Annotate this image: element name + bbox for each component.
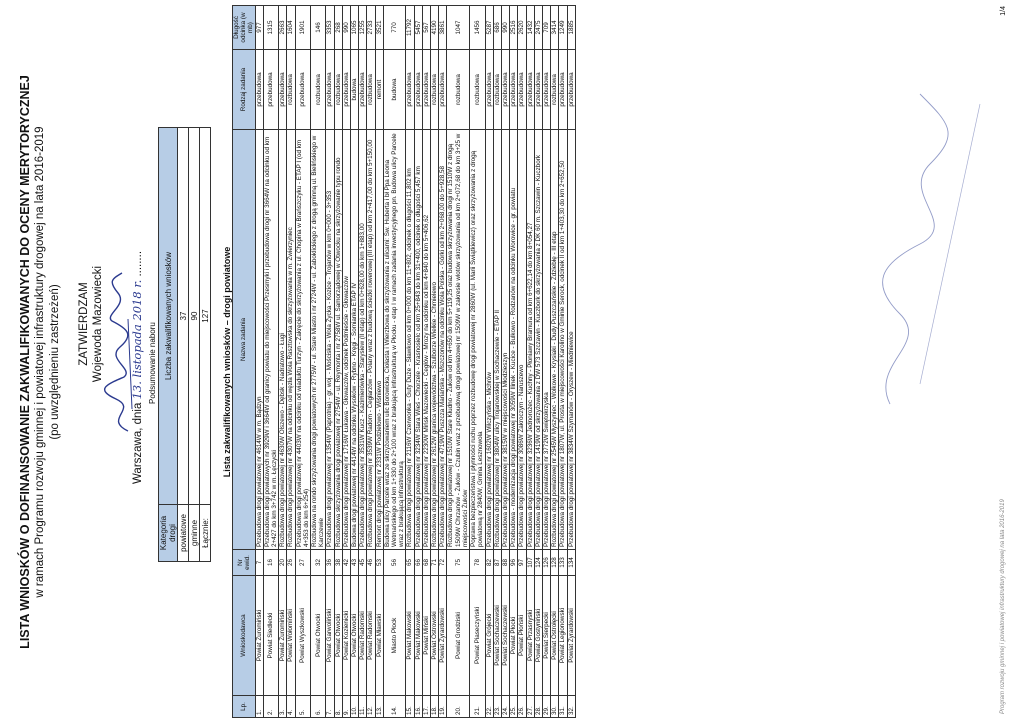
cell-lp: 3. bbox=[279, 696, 287, 718]
cell-length: 990 bbox=[501, 6, 509, 50]
cell-applicant: Powiat Płoński bbox=[518, 576, 526, 696]
cell-task-name: Rozbudowa drogi powiatowej nr 1510W Stare Kłudno - Żuków od km 4+650 do km 5+119,25 oraz budowa skrzyżowania drogi nr 1510W z drogą 1509W Chrzanów - Żuków - Czubin wraz z przebudową drogi powiatowej nr 1509W w zakresie wlotów skrzyżowania od km 2+072,68 do km 3+25 w miejscowości Żuków bbox=[447, 130, 470, 550]
summary-header-count: Liczba zakwalifikowanych wniosków bbox=[159, 128, 178, 505]
cell-reg-no: 97 bbox=[518, 550, 526, 576]
cell-lp: 5. bbox=[295, 696, 310, 718]
cell-task-name: Przebudowa drogi powiatowej nr 1807W, ul. Prosta w miejscowości Karolino w Gminie Serock, odcinek II od km 1+403,30 do km 2+652,50 bbox=[559, 130, 567, 550]
cell-lp: 25. bbox=[510, 696, 518, 718]
cell-length: 3353 bbox=[326, 6, 334, 50]
cell-task-type: remont bbox=[375, 50, 383, 130]
cell-reg-no: 96 bbox=[510, 550, 518, 576]
cell-task-type: przebudowa bbox=[542, 50, 550, 130]
table-row bbox=[375, 6, 383, 718]
cell-lp: 21. bbox=[470, 696, 485, 718]
cell-applicant: Powiat Siedlecki bbox=[263, 576, 278, 696]
cell-task-type: rozbudowa bbox=[287, 50, 295, 130]
cell-length: 1047 bbox=[447, 6, 470, 50]
summary-count: 127 bbox=[200, 128, 211, 505]
cell-task-name: Przebudowa drogi powiatowej nr 1716W Łukawa - Głowaczów, odcinek Podmieście - Głowaczów bbox=[342, 130, 350, 550]
cell-reg-no: 107 bbox=[526, 550, 534, 576]
cell-task-type: przebudowa bbox=[263, 50, 278, 130]
cell-task-type: przebudowa bbox=[518, 50, 526, 130]
cell-task-type: rozbudowa bbox=[447, 50, 470, 130]
cell-length: 770 bbox=[383, 6, 406, 50]
table-row bbox=[567, 6, 575, 718]
cell-lp: 17. bbox=[422, 696, 430, 718]
handwritten-scribble bbox=[860, 54, 1010, 664]
table-row bbox=[359, 6, 367, 718]
cell-task-type: przebudowa bbox=[359, 50, 367, 130]
cell-reg-no: 68 bbox=[422, 550, 430, 576]
approval-label: ZATWIERDZAM bbox=[78, 282, 90, 366]
table-row bbox=[263, 6, 278, 718]
cell-length: 1885 bbox=[567, 6, 575, 50]
cell-applicant: Powiat Żyrardowski bbox=[567, 576, 575, 696]
cell-task-name: Budowa ulicy Parcele wraz ze skrzyżowaniem ulic Borowicka, Ciołasta i Wierzbowa do skrzyżowania z ulicami: Św. Huberta i bł Ppa Leona Wetmańskiego od km 1+330 do 2+100 wraz z brakującą infrastrukturą w Płocku - etap I w ramach zadania inwestycyjnego pn. Budowa ulicy Parcele wraz z brakującą infrastrukturą bbox=[383, 130, 406, 550]
cell-task-name: Rozbudowa drogi powiatowej nr 2612W granica województwa - Szulborze Wielkie - Chmielewo bbox=[431, 130, 439, 550]
cell-length: 5287 bbox=[485, 6, 493, 50]
cell-task-name: Przebudowa drogi powiatowej nr 3772W Świętokrzyska bbox=[542, 130, 550, 550]
cell-reg-no: 36 bbox=[326, 550, 334, 576]
cell-task-type: budowa bbox=[383, 50, 406, 130]
document-title: LISTA WNIOSKÓW O DOFINANSOWANIE ZAKWALIFIKOWANYCH DO OCENY MERYTORYCZNEJ bbox=[18, 75, 32, 649]
cell-reg-no: 42 bbox=[342, 550, 350, 576]
cell-applicant: Powiat Płocki bbox=[510, 576, 518, 696]
cell-applicant: Powiat Otwocki bbox=[334, 576, 342, 696]
cell-applicant: Powiat Garwoliński bbox=[326, 576, 334, 696]
header-task-name: Nazwa zadania bbox=[233, 130, 256, 550]
cell-reg-no: 16 bbox=[263, 550, 278, 576]
cell-lp: 31. bbox=[559, 696, 567, 718]
cell-length: 1249 bbox=[559, 6, 567, 50]
cell-length: 977 bbox=[255, 6, 263, 50]
table-row bbox=[342, 6, 350, 718]
cell-task-type: przebudowa bbox=[279, 50, 287, 130]
cell-applicant: Powiat Radomski bbox=[359, 576, 367, 696]
cell-length: 268 bbox=[334, 6, 342, 50]
summary-row bbox=[189, 128, 200, 562]
cell-reg-no: 53 bbox=[375, 550, 383, 576]
cell-lp: 18. bbox=[431, 696, 439, 718]
summary-row bbox=[200, 128, 211, 562]
cell-task-name: Przebudowa drogi powiatowej nr 3531W Kucz - Kazimierówka - Starysiew (II etap) od km 0+628,00 do km 1+883,00 bbox=[359, 130, 367, 550]
cell-applicant: Powiat Makowski bbox=[406, 576, 414, 696]
summary-row bbox=[178, 128, 189, 562]
cell-applicant: Powiat Gostyniński bbox=[534, 576, 542, 696]
cell-applicant: Powiat Piaseczyński bbox=[470, 576, 485, 696]
cell-lp: 19. bbox=[439, 696, 447, 718]
cell-length: 709 bbox=[542, 6, 550, 50]
table-row bbox=[431, 6, 439, 718]
cell-reg-no: 124 bbox=[534, 550, 542, 576]
cell-task-name: Rozbudowa na rondo skrzyżowania drogi powiatowych nr 2775W - ul. Stare Miasto i nr 2724W - ul. Żaboklickiego z drogą gminną ul. Bielińskiego w Karczewie bbox=[311, 130, 326, 550]
cell-task-name: Rozbudowa drogi powiatowej nr 2116W Czerwonka - Guty Duże - Sławkowo od km 0+000 do km 11+802, odcinek o długości 11,802 km bbox=[406, 130, 414, 550]
table-row bbox=[542, 6, 550, 718]
header-applicant: Wnioskodawca bbox=[233, 576, 256, 696]
cell-task-type: przebudowa bbox=[326, 50, 334, 130]
cell-reg-no: 43 bbox=[351, 550, 359, 576]
table-row bbox=[287, 6, 295, 718]
cell-applicant: Powiat Kozienicki bbox=[342, 576, 350, 696]
cell-reg-no: 66 bbox=[414, 550, 422, 576]
table-row bbox=[311, 6, 326, 718]
table-row bbox=[334, 6, 342, 718]
cell-task-type: przebudowa bbox=[510, 50, 518, 130]
cell-reg-no: 7 bbox=[255, 550, 263, 576]
cell-task-type: przebudowa bbox=[439, 50, 447, 130]
cell-length: 686 bbox=[493, 6, 501, 50]
cell-task-name: Przebudowa drogi powiatowej nr 1354W (Paprotnia) - gr. woj. - Mościska - Wola Życka - Kozice - Trojanów w km 0+000 - 3+353 bbox=[326, 130, 334, 550]
cell-lp: 27. bbox=[526, 696, 534, 718]
cell-task-name: Przebudowa drogi powiatowej nr 1419W od skrzyżowania z DW 573 Szczawin - Kuczbork do skrzyżowania z DK 60 m. Szczawin - Kuczbork bbox=[534, 130, 542, 550]
cell-task-type: przebudowa bbox=[406, 50, 414, 130]
table-row bbox=[367, 6, 375, 718]
cell-reg-no: 46 bbox=[367, 550, 375, 576]
cell-task-type: rozbudowa bbox=[367, 50, 375, 130]
cell-task-type: przebudowa bbox=[295, 50, 310, 130]
table-row bbox=[518, 6, 526, 718]
cell-lp: 15. bbox=[406, 696, 414, 718]
cell-task-name: Rozbudowa drogi powiatowej nr 3804W ulicy Trojanowskiej w Sochaczewie - ETAP II bbox=[493, 130, 501, 550]
summary-table bbox=[158, 127, 211, 562]
cell-length: 1432 bbox=[526, 6, 534, 50]
header-reg-no: Nr ewid. bbox=[233, 550, 256, 576]
cell-task-type: rozbudowa bbox=[551, 50, 559, 130]
table-row bbox=[510, 6, 518, 718]
cell-lp: 14. bbox=[383, 696, 406, 718]
cell-length: 1456 bbox=[470, 6, 485, 50]
cell-task-type: rozbudowa bbox=[431, 50, 439, 130]
document-subtitle: w ramach Programu rozwoju gminnej i powiatowej infrastruktury drogowej na lata 2016-2019 bbox=[34, 126, 46, 598]
cell-lp: 29. bbox=[542, 696, 550, 718]
page-number: 1/4 bbox=[1000, 6, 1007, 16]
cell-task-name: Przebudowa drogi powiatowej nr 2230W Mińsk Mazowiecki - Cegłów - Mrozy na odcinku od km 4+840 do km 5+406,62 bbox=[422, 130, 430, 550]
cell-lp: 10. bbox=[351, 696, 359, 718]
table-row bbox=[326, 6, 334, 718]
cell-reg-no: 72 bbox=[439, 550, 447, 576]
header-task-type: Rodzaj zadania bbox=[233, 50, 256, 130]
cell-applicant: Powiat Otwocki bbox=[311, 576, 326, 696]
approval-role: Wojewoda Mazowiecki bbox=[92, 265, 104, 383]
cell-length: 1065 bbox=[351, 6, 359, 50]
cell-lp: 1. bbox=[255, 696, 263, 718]
summary-category: Łącznie: bbox=[200, 505, 211, 562]
cell-task-name: Przebudowa drogi powiatowej nr 4614W w m. Bądzyn bbox=[255, 130, 263, 550]
cell-length: 3414 bbox=[551, 6, 559, 50]
cell-task-name: Przebudowa drogi powiatowej nr 3234W Stara Wieś - Chorzele - Krasnosielc od km 25+843 do km 31+400, odcinek o długości 5,457 km bbox=[414, 130, 422, 550]
cell-applicant: Powiat Żuromiński bbox=[255, 576, 263, 696]
header-length: Długość odcinka (w mb) bbox=[233, 6, 256, 50]
cell-task-name: Rozbudowa skrzyżowania drogi powiatowej nr 2754W - ul. Reymonta i nr 2758W ul. Samorządowej w Otwocku na skrzyżowanie typu rondo bbox=[334, 130, 342, 550]
cell-reg-no: 26 bbox=[287, 550, 295, 576]
cell-lp: 28. bbox=[534, 696, 542, 718]
table-row bbox=[295, 6, 310, 718]
cell-task-name: Przebudowa drogi powiatowej nr 4403W na odcinku od wiaduktu Turzyn - Zakręcie do skrzyżowania z ul. Chopina w Brańszczyku - ETAP I (od km 4+353 do km 6+254) bbox=[295, 130, 310, 550]
cell-length: 1255 bbox=[359, 6, 367, 50]
cell-lp: 11. bbox=[359, 696, 367, 718]
date-handwritten: 13. listopada 2018 r. bbox=[130, 279, 144, 400]
cell-length: 3521 bbox=[375, 6, 383, 50]
cell-task-type: przebudowa bbox=[422, 50, 430, 130]
cell-reg-no: 82 bbox=[485, 550, 493, 576]
cell-applicant: Powiat Grodziski bbox=[447, 576, 470, 696]
cell-applicant: Powiat Makowski bbox=[414, 576, 422, 696]
cell-length: 2475 bbox=[534, 6, 542, 50]
cell-applicant: Powiat Radomski bbox=[367, 576, 375, 696]
cell-task-type: przebudowa bbox=[559, 50, 567, 130]
cell-task-name: Przebudowa drogi powiatowej nr 3086W Zakroczym - Naruszewo bbox=[518, 130, 526, 550]
cell-applicant: Powiat Żuromiński bbox=[279, 576, 287, 696]
summary-count: 90 bbox=[189, 128, 200, 505]
table-row bbox=[279, 6, 287, 718]
cell-lp: 2. bbox=[263, 696, 278, 718]
table-row bbox=[255, 6, 263, 718]
cell-lp: 8. bbox=[334, 696, 342, 718]
header-lp: Lp. bbox=[233, 696, 256, 718]
cell-task-name: Poprawa bezpieczeństwa i płynności ruchu poprzez rozbudowę drogi powiatowej nr 2860W (ul. Marii Świątkiewicz) oraz skrzyżowania z drogą powiatową nr 2840W, Gmina Lesznowola bbox=[470, 130, 485, 550]
applications-table bbox=[232, 5, 576, 718]
cell-reg-no: 56 bbox=[383, 550, 406, 576]
cell-length: 11792 bbox=[406, 6, 414, 50]
date-prefix: Warszawa, dnia bbox=[132, 402, 144, 484]
cell-task-type: przebudowa bbox=[414, 50, 422, 130]
cell-lp: 22. bbox=[485, 696, 493, 718]
cell-lp: 6. bbox=[311, 696, 326, 718]
cell-lp: 16. bbox=[414, 696, 422, 718]
cell-length: 4190 bbox=[431, 6, 439, 50]
cell-task-type: przebudowa bbox=[567, 50, 575, 130]
cell-applicant: Powiat Miński bbox=[422, 576, 430, 696]
cell-lp: 12. bbox=[367, 696, 375, 718]
cell-length: 567 bbox=[422, 6, 430, 50]
cell-lp: 13. bbox=[375, 696, 383, 718]
cell-reg-no: 45 bbox=[359, 550, 367, 576]
date-line: Warszawa, dnia 13. listopada 2018 r. ........ bbox=[130, 250, 144, 484]
cell-task-type: przebudowa bbox=[526, 50, 534, 130]
cell-task-type: budowa bbox=[351, 50, 359, 130]
cell-lp: 20. bbox=[447, 696, 470, 718]
cell-lp: 23. bbox=[493, 696, 501, 718]
cell-length: 990 bbox=[342, 6, 350, 50]
cell-task-name: Rozbudowa drogi powiatowej nr 4307W na odcinku od węzła Wola Rasztowska do skrzyżowania w m. Zwierzyniec bbox=[287, 130, 295, 550]
cell-applicant: Powiat Mławski bbox=[375, 576, 383, 696]
cell-reg-no: 133 bbox=[559, 550, 567, 576]
table-row bbox=[383, 6, 406, 718]
cell-task-name: Przebudowa drogi powiatowej nr 3815W w miejscowości Młodzieszyn bbox=[501, 130, 509, 550]
cell-task-type: przebudowa bbox=[342, 50, 350, 130]
cell-reg-no: 32 bbox=[311, 550, 326, 576]
cell-lp: 26. bbox=[518, 696, 526, 718]
table-row bbox=[526, 6, 534, 718]
cell-task-type: przebudowa bbox=[501, 50, 509, 130]
table-row bbox=[351, 6, 359, 718]
cell-length: 1604 bbox=[287, 6, 295, 50]
cell-length: 146 bbox=[311, 6, 326, 50]
table-row bbox=[534, 6, 542, 718]
table-row bbox=[551, 6, 559, 718]
summary-category: powiatowe bbox=[178, 505, 189, 562]
cell-task-name: Przebudowa drogi powiatowej nr 3834W Szymanów - Oryszew - Miedniewice bbox=[567, 130, 575, 550]
cell-length: 3861 bbox=[439, 6, 447, 50]
cell-applicant: Powiat Ostrowski bbox=[431, 576, 439, 696]
cell-applicant: Powiat Sochaczewski bbox=[501, 576, 509, 696]
cell-reg-no: 65 bbox=[406, 550, 414, 576]
cell-lp: 9. bbox=[342, 696, 350, 718]
cell-task-name: Przebudowa drogi powiatowej nr 4719W Puszcza Mariańska - Mszczonów na odcinku Wola Polska - Górki od km 2+068,00 do 5+928,58 bbox=[439, 130, 447, 550]
cell-applicant: Powiat Legionowski bbox=[559, 576, 567, 696]
cell-reg-no: 71 bbox=[431, 550, 439, 576]
cell-length: 2663 bbox=[279, 6, 287, 50]
table-row bbox=[406, 6, 414, 718]
table-row bbox=[422, 6, 430, 718]
cell-applicant: Miasto Płock bbox=[383, 576, 406, 696]
cell-lp: 30. bbox=[551, 696, 559, 718]
cell-length: 2733 bbox=[367, 6, 375, 50]
cell-lp: 32. bbox=[567, 696, 575, 718]
cell-task-name: Rozbudowa drogi powiatowej nr 3539W Radom - Cegłarzów - Polany wraz z budową ścieżki rowerowej (III etap) od km 2+417,00 do km 5+150,00 bbox=[367, 130, 375, 550]
cell-reg-no: 38 bbox=[334, 550, 342, 576]
cell-task-type: przebudowa bbox=[255, 50, 263, 130]
summary-header-category: Kategoria drogi bbox=[159, 505, 178, 562]
cell-applicant: Powiat Wyszkowski bbox=[295, 576, 310, 696]
cell-task-type: rozbudowa bbox=[493, 50, 501, 130]
cell-length: 1901 bbox=[295, 6, 310, 50]
cell-reg-no: 20 bbox=[279, 550, 287, 576]
cell-reg-no: 128 bbox=[551, 550, 559, 576]
document-subtitle-note: (po uwzględnieniu zastrzeżeń) bbox=[49, 284, 61, 440]
cell-length: 2516 bbox=[510, 6, 518, 50]
footer-program-text: Program rozwoju gminnej i powiatowej infrastruktury drogowej na lata 2016-2019 bbox=[1000, 499, 1006, 714]
table-row bbox=[485, 6, 493, 718]
cell-applicant: Powiat Żyrardowski bbox=[439, 576, 447, 696]
table-row bbox=[493, 6, 501, 718]
cell-reg-no: 134 bbox=[567, 550, 575, 576]
cell-task-name: Rozbudowa drogi powiatowej nr 2545W Myszyniec - Wolkowe - Krysiaki - Dudy Puszczańskie - Zdziebłę - III etap bbox=[551, 130, 559, 550]
cell-applicant: Powiat Wołomiński bbox=[287, 576, 295, 696]
cell-task-name: Remont drogi powiatowej nr 2331W Podzielowo - Wiśniewo bbox=[375, 130, 383, 550]
cell-reg-no: 88 bbox=[501, 550, 509, 576]
cell-applicant: Powiat Ostrołęcki bbox=[551, 576, 559, 696]
table-row bbox=[447, 6, 470, 718]
cell-lp: 4. bbox=[287, 696, 295, 718]
cell-applicant: Powiat Sochaczewski bbox=[493, 576, 501, 696]
cell-reg-no: 75 bbox=[447, 550, 470, 576]
cell-reg-no: 78 bbox=[470, 550, 485, 576]
cell-task-name: Przebudowa - modernizacja drogi powiatowej nr 3059W Ilinek - Kucice - Bulkowo - Rodzanów na odcinku Worowice - gr. powiatu bbox=[510, 130, 518, 550]
cell-reg-no: 126 bbox=[542, 550, 550, 576]
table-row bbox=[414, 6, 422, 718]
table-row bbox=[439, 6, 447, 718]
cell-reg-no: 27 bbox=[295, 550, 310, 576]
cell-task-type: rozbudowa bbox=[470, 50, 485, 130]
cell-applicant: Powiat Przasnyski bbox=[526, 576, 534, 696]
summary-title: Podsumowanie naboru bbox=[148, 322, 157, 404]
cell-reg-no: 87 bbox=[493, 550, 501, 576]
summary-category: gminne bbox=[189, 505, 200, 562]
table-header-row bbox=[233, 6, 256, 718]
table-row bbox=[470, 6, 485, 718]
cell-task-name: Budowa drogi powiatowej nr 4414W na odcinku Wysoków - Rybno - Kręgi - Somianka ETAP IV bbox=[351, 130, 359, 550]
cell-task-name: Przebudowa drogi powiatowej nr 1602W Wilczyńska - Michrów bbox=[485, 130, 493, 550]
cell-task-type: przebudowa bbox=[534, 50, 542, 130]
cell-task-name: Przebudowa drogi powiatowej nr 3236W Jednorożec - Kuchny - Płoniawy Bramura od km 6+622,14 do km 8+054,27 bbox=[526, 130, 534, 550]
list-title: Lista zakwalifikowanych wniosków – drogi powiatowe bbox=[222, 246, 232, 478]
table-row bbox=[559, 6, 567, 718]
cell-task-type: rozbudowa bbox=[334, 50, 342, 130]
cell-task-name: Rozbudowa drogi powiatowej nr 4630W Olszewo - Dębsk - Nadratowo - Ługi bbox=[279, 130, 287, 550]
cell-task-name: Przebudowa drogi powiatowych nr 3929W i 3664W od granicy powiatu do miejscowości Przesmyki i przebudowa drogi nr 3664W na odcinku od km 2+427 do km 3+742 w m. Łęczycki bbox=[263, 130, 278, 550]
cell-length: 5457 bbox=[414, 6, 422, 50]
cell-lp: 24. bbox=[501, 696, 509, 718]
cell-task-type: przebudowa bbox=[485, 50, 493, 130]
summary-count: 37 bbox=[178, 128, 189, 505]
cell-length: 2620 bbox=[518, 6, 526, 50]
cell-applicant: Powiat Grójecki bbox=[485, 576, 493, 696]
cell-applicant: Powiat Otwocki bbox=[351, 576, 359, 696]
table-row bbox=[501, 6, 509, 718]
cell-length: 1315 bbox=[263, 6, 278, 50]
cell-applicant: Powiat Sierpecki bbox=[542, 576, 550, 696]
cell-lp: 7. bbox=[326, 696, 334, 718]
cell-task-type: rozbudowa bbox=[311, 50, 326, 130]
